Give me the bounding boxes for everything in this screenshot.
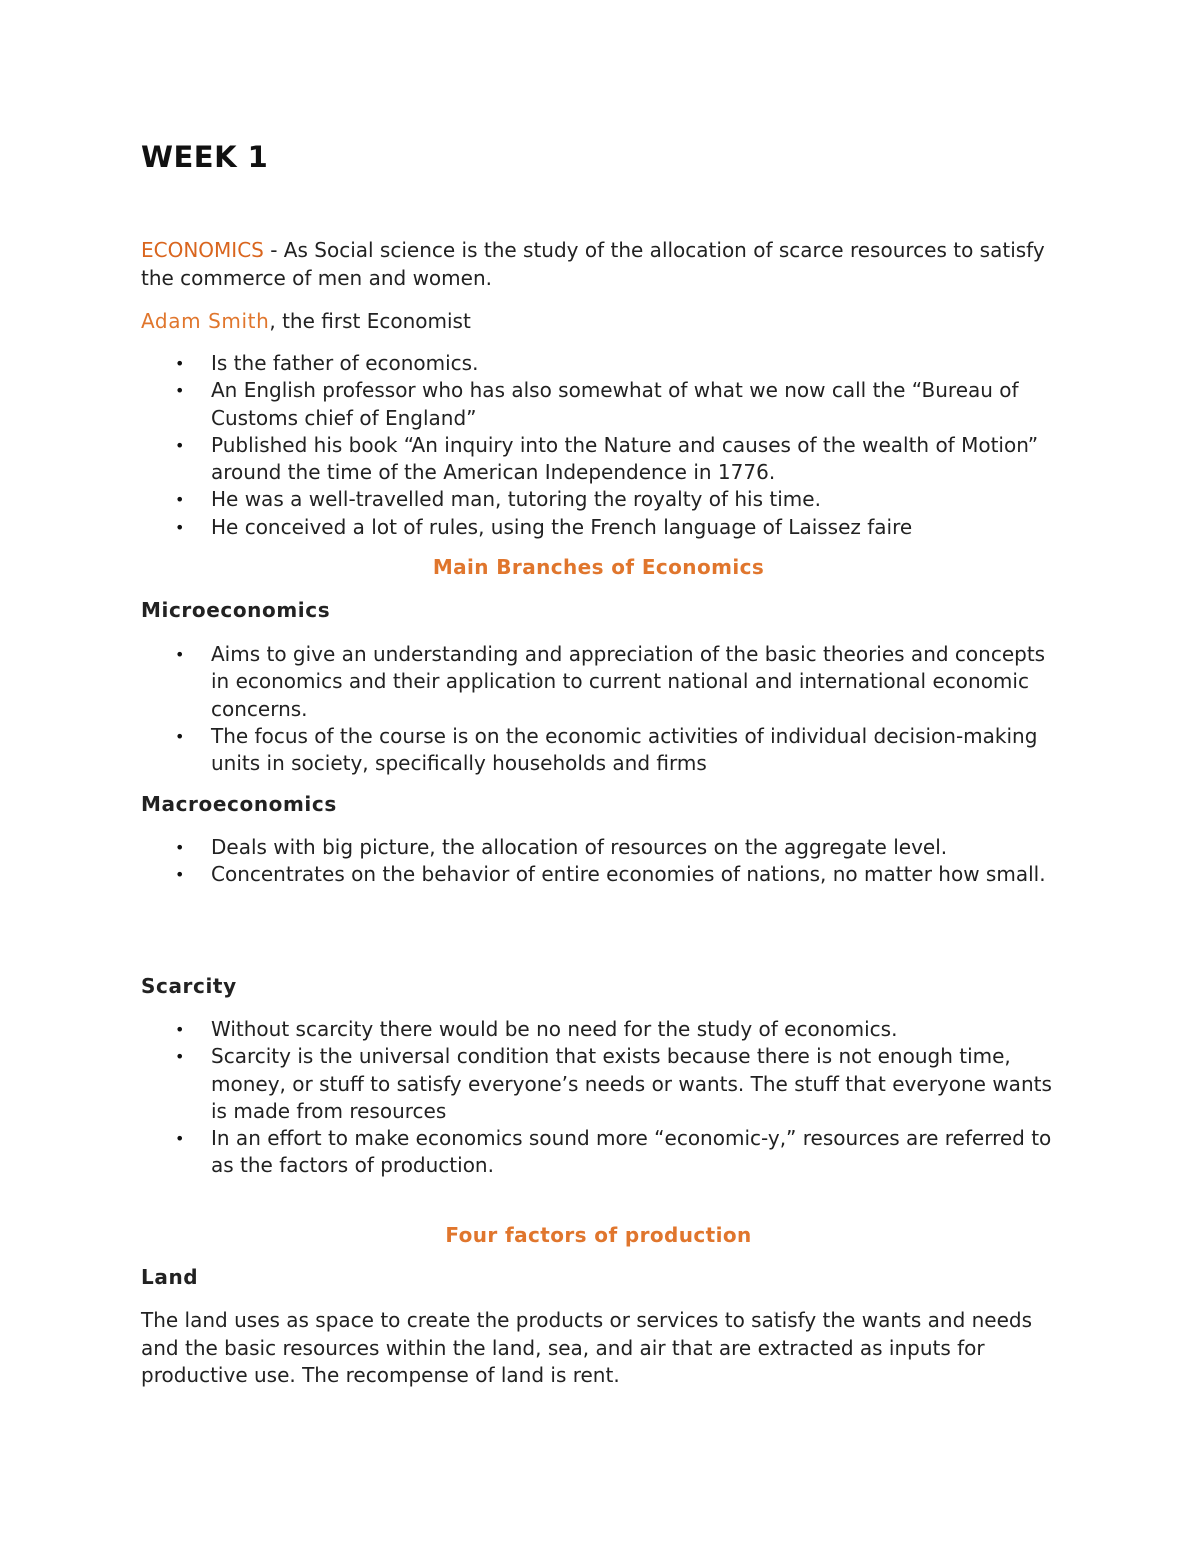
land-heading: Land [141,1265,199,1289]
bullet-icon: • [175,517,185,537]
page-title: WEEK 1 [141,140,269,174]
economics-definition-text: - As Social science is the study of the allocation of scarce resources to satisfy the commerce of men and women. [141,238,1045,290]
list-item: • Published his book “An inquiry into the Nature and causes of the wealth of Motion” around the time of the American Independence in 1776. [175,432,1039,485]
macro-heading: Macroeconomics [141,792,337,816]
adam-smith-tagline: , the first Economist [269,309,471,333]
list-item: • He was a well-travelled man, tutoring the royalty of his time. [141,486,1056,513]
bullet-icon: • [175,354,185,373]
bullet-icon: • [175,1020,185,1039]
micro-heading: Microeconomics [141,598,331,622]
list-item: • In an effort to make economics sound more “economic-y,” resources are referred to as the factors of production. [175,1126,1052,1178]
scarcity-list [141,1016,1056,1180]
bullet-icon: • [175,1047,185,1067]
land-paragraph: The land uses as space to create the products or services to satisfy the wants and needs and the basic resources within the land, sea, and air that are extracted as inputs for productive use. The recompense of land is rent. [141,1308,1033,1387]
list-item: • Without scarcity there would be no need for the study of economics. [141,1016,1056,1043]
list-item: • He conceived a lot of rules, using the French language of Laissez faire [141,514,1056,541]
adam-smith-line [141,308,1056,336]
list-item: • Is the father of economics. [141,350,1056,377]
factors-heading: Four factors of production [445,1223,752,1247]
economics-definition [141,237,1056,292]
scarcity-heading: Scarcity [141,974,237,998]
bullet-icon: • [175,838,185,857]
list-item: • Concentrates on the behavior of entire economies of nations, no matter how small. [141,861,1056,888]
bullet-icon: • [175,726,185,746]
bullet-icon: • [175,865,185,885]
list-item: • The focus of the course is on the economic activities of individual decision-making units in society, specifically households and firms [175,723,1038,776]
bullet-icon: • [175,645,185,664]
list-item: • Deals with big picture, the allocation of resources on the aggregate level. [141,834,1056,861]
bullet-icon: • [175,1129,185,1149]
list-item: • Aims to give an understanding and appreciation of the basic theories and concepts in economics and their application to current national and international economic concerns. [175,642,1046,721]
economics-term: ECONOMICS [141,238,264,262]
list-item: • An English professor who has also somewhat of what we now call the “Bureau of Customs chief of England” [175,378,1019,430]
adam-smith-name: Adam Smith [141,309,270,333]
micro-list [141,641,1056,777]
macro-list [141,834,1056,889]
list-item: • Scarcity is the universal condition that exists because there is not enough time, money, or stuff to satisfy everyone’s needs or wants. The stuff that everyone wants is made from resources [175,1044,1052,1123]
bullet-icon: • [175,381,185,401]
bullet-icon: • [175,435,185,455]
adam-smith-list [141,350,1056,541]
branches-heading: Main Branches of Economics [432,555,765,579]
bullet-icon: • [175,490,185,510]
